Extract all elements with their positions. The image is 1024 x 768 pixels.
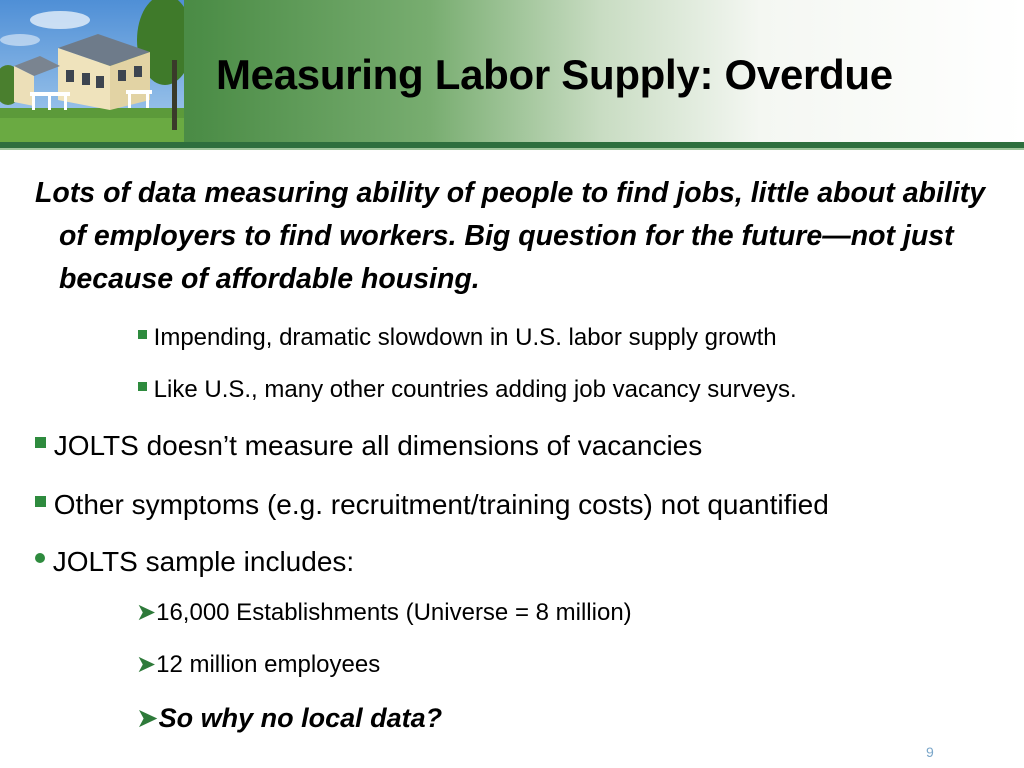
list-item <box>136 598 632 628</box>
list-item-text: JOLTS sample includes: <box>52 546 355 577</box>
square-bullet-icon <box>35 437 46 448</box>
list-item-text: 12 million employees <box>156 651 381 678</box>
list-item <box>35 429 702 463</box>
arrow-bullet-icon: ➤ <box>136 703 159 733</box>
square-bullet-icon <box>138 330 147 339</box>
list-item <box>136 650 380 680</box>
list-item <box>138 375 797 405</box>
list-item <box>35 545 354 579</box>
header-banner <box>0 0 1024 142</box>
list-item-text: So why no local data? <box>158 703 443 733</box>
slide-title: Measuring Labor Supply: Overdue <box>216 51 893 98</box>
list-item-text: JOLTS doesn’t measure all dimensions of vacancies <box>53 430 703 461</box>
square-bullet-icon <box>138 382 147 391</box>
arrow-bullet-icon: ➤ <box>136 651 157 678</box>
house-photo <box>0 0 184 142</box>
list-item-text: Impending, dramatic slowdown in U.S. labor supply growth <box>153 324 777 351</box>
arrow-bullet-icon: ➤ <box>136 599 157 626</box>
square-bullet-icon <box>35 496 46 507</box>
list-item-text: Like U.S., many other countries adding job vacancy surveys. <box>153 376 797 403</box>
page-number: 9 <box>926 744 934 760</box>
list-item-text: 16,000 Establishments (Universe = 8 million) <box>156 599 632 626</box>
intro-paragraph: Lots of data measuring ability of people to find jobs, little about ability of employers to find workers. Big question for the future—not just because of affordable housing. <box>35 177 986 295</box>
list-item <box>138 323 777 353</box>
header-divider-light <box>0 148 1024 150</box>
list-item-text: Other symptoms (e.g. recruitment/training costs) not quantified <box>53 489 829 520</box>
round-bullet-icon <box>35 553 45 563</box>
list-item-emphasis <box>136 703 442 734</box>
list-item <box>35 488 829 522</box>
